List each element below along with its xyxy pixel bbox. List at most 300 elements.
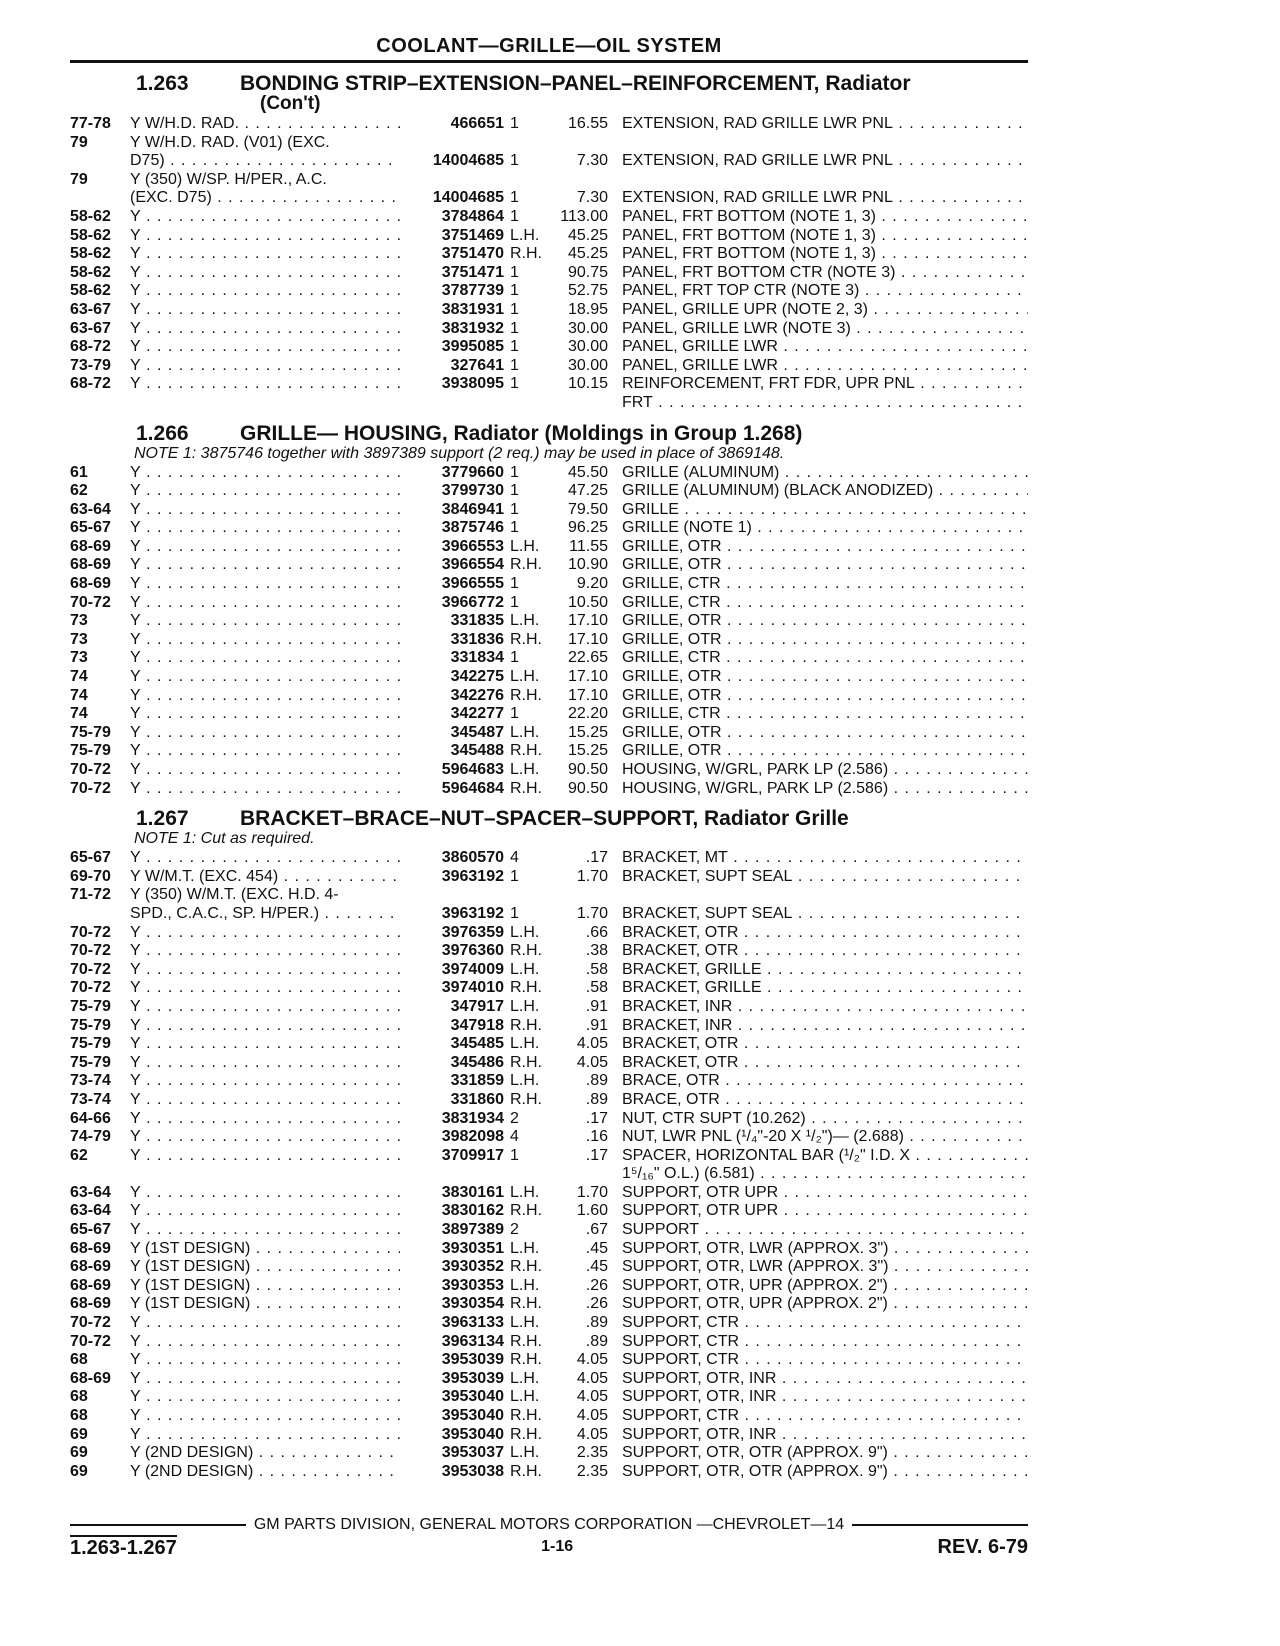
part-name: GRILLE (ALUMINUM) . . . [622,464,1028,483]
sections [70,73,1028,1481]
part-number: 347917 [450,997,504,1015]
application-cell [130,115,400,134]
part-name: GRILLE . . . [622,501,1028,520]
application-cell [130,1221,400,1240]
application-text: Y . . . [130,687,400,706]
section-number: 1.263 [136,72,189,95]
section-heading [70,423,1028,445]
part-name-cell [608,1221,1028,1240]
table-row [70,594,1028,613]
application-cell [130,1147,400,1166]
part-number: 3930351 [441,1239,504,1257]
model-years: 70-72 [70,979,111,997]
table-row [70,575,1028,594]
model-years: 77-78 [70,115,111,132]
application-text: Y . . . [130,1314,400,1333]
part-name-cell [608,282,1028,301]
model-years: 58-62 [70,282,111,300]
application-cell [130,631,400,650]
application-text: Y . . . [130,594,400,613]
part-name: SUPPORT, CTR . . . [622,1351,1028,1370]
part-name: SUPPORT, OTR, INR . . . [622,1426,1028,1445]
table-row [70,886,1028,905]
part-name: GRILLE (NOTE 1) . . . [622,519,1028,538]
quantity: L.H. [510,1276,540,1294]
application-cell [130,1202,400,1221]
part-name-cell [608,301,1028,320]
price: 1.70 [576,1183,608,1201]
application-text: Y (350) W/SP. H/PER., A.C. [130,170,327,188]
price: 47.25 [567,482,608,500]
quantity: L.H. [510,960,540,978]
quantity: R.H. [510,942,542,960]
section-1-263 [70,73,1028,413]
application-cell [130,612,400,631]
quantity: R.H. [510,1258,542,1276]
application-text: Y . . . [130,1110,400,1129]
model-years: 75-79 [70,723,111,741]
application-text: Y . . . [130,1426,400,1445]
table-row [70,1314,1028,1333]
part-name-cell [608,575,1028,594]
part-number: 345487 [450,723,504,741]
price: 4.05 [576,1369,608,1387]
part-name-cell [608,780,1028,799]
part-name: GRILLE (ALUMINUM) (BLACK ANODIZED) . . . [622,482,1028,501]
model-years: 63-67 [70,319,111,337]
part-name-cell [608,482,1028,501]
price: 18.95 [567,300,608,318]
section-subtitle: (Con't) [260,93,321,114]
part-name-cell [608,1184,1028,1203]
model-years: 68 [70,1388,88,1406]
part-number: 3966554 [441,556,504,574]
application-text: Y . . . [130,338,400,357]
table-row [70,1426,1028,1445]
quantity: 1 [510,575,519,593]
application-cell [130,152,400,171]
quantity: R.H. [510,979,542,997]
application-cell [130,338,400,357]
part-name: GRILLE, OTR . . . [622,742,1028,761]
quantity: R.H. [510,1090,542,1108]
model-years: 68-69 [70,1239,111,1257]
part-name-cell [608,742,1028,761]
part-name: GRILLE, CTR . . . [622,575,1028,594]
part-number: 331860 [450,1090,504,1108]
part-name-cell [608,115,1028,134]
part-name-cell [608,631,1028,650]
part-name: BRACKET, GRILLE . . . [622,961,1028,980]
application-text: Y (350) W/M.T. (EXC. H.D. 4- [130,886,339,904]
application-cell [130,320,400,339]
part-number: 3953039 [441,1369,504,1387]
application-text: Y . . . [130,942,400,961]
price: .67 [585,1221,608,1239]
application-text: Y . . . [130,264,400,283]
table-row [70,264,1028,283]
part-name-cell [608,724,1028,743]
footer-rule-right [852,1524,1028,1526]
quantity: L.H. [510,537,540,555]
part-name: PANEL, FRT TOP CTR (NOTE 3) . . . [622,282,1028,301]
application-text: Y . . . [130,1017,400,1036]
part-name-cell [608,668,1028,687]
model-years: 69 [70,1444,88,1462]
price: 113.00 [560,207,608,225]
model-years: 79 [70,133,88,151]
application-cell [130,357,400,376]
table-row [70,1351,1028,1370]
table-row [70,208,1028,227]
price: 1.60 [576,1202,608,1220]
part-name-cell [608,1295,1028,1314]
table-row [70,189,1028,208]
application-cell [130,1240,400,1259]
table-row [70,115,1028,134]
application-cell [130,1035,400,1054]
part-name: GRILLE, OTR . . . [622,612,1028,631]
application-cell [130,1463,400,1482]
part-number: 3953040 [441,1425,504,1443]
table-row [70,905,1028,924]
price: 17.10 [567,686,608,704]
quantity: R.H. [510,686,542,704]
part-number: 3930352 [441,1258,504,1276]
model-years: 70-72 [70,593,111,611]
part-name-cell [608,1035,1028,1054]
model-years: 73-74 [70,1090,111,1108]
application-cell [130,1388,400,1407]
section-title: GRILLE— HOUSING, Radiator (Moldings in Group 1.268) [240,421,803,445]
table-row [70,338,1028,357]
footer-refs [70,1535,1028,1559]
price: 45.25 [567,245,608,263]
part-name: NUT, LWR PNL (¹/₄"-20 X ¹/₂")— (2.688) . . . [622,1128,1028,1147]
model-years: 73 [70,612,88,630]
application-cell [130,1258,400,1277]
table-row [70,320,1028,339]
price: .16 [585,1128,608,1146]
model-years: 68 [70,1351,88,1369]
application-text: Y . . . [130,761,400,780]
quantity: R.H. [510,1407,542,1424]
table-row [70,742,1028,761]
part-name-cell [608,1258,1028,1277]
table-row [70,1277,1028,1296]
part-name: HOUSING, W/GRL, PARK LP (2.586) . . . [622,780,1028,799]
part-name: SUPPORT, OTR, INR . . . [622,1370,1028,1389]
table-row [70,942,1028,961]
quantity: L.H. [510,1183,540,1201]
part-number: 3953037 [441,1444,504,1462]
application-cell [130,780,400,799]
price: 4.05 [576,1425,608,1443]
part-name: GRILLE, CTR . . . [622,705,1028,724]
title-rule [70,60,1028,63]
model-years: 70-72 [70,960,111,978]
footer-revision: REV. 6-79 [937,1535,1028,1558]
part-name-cell [608,556,1028,575]
application-text: Y . . . [130,320,400,339]
part-name-cell [608,1333,1028,1352]
quantity: R.H. [510,630,542,648]
application-cell [130,1054,400,1073]
section-number: 1.267 [136,807,189,831]
table-row [70,357,1028,376]
part-name-cell [608,1240,1028,1259]
table-row [70,1110,1028,1129]
section-1-267 [70,808,1028,1481]
part-name-cell [608,538,1028,557]
section-note: NOTE 1: 3875746 together with 3897389 support (2 req.) may be used in place of 3869148. [134,444,785,462]
model-years: 75-79 [70,1035,111,1053]
price: 2.35 [576,1444,608,1462]
model-years: 58-62 [70,207,111,225]
section-heading [70,808,1028,830]
price: 15.25 [567,723,608,741]
application-text: Y . . . [130,724,400,743]
section-number: 1.266 [136,421,189,445]
part-number: 3831934 [441,1109,504,1127]
application-cell [130,1333,400,1352]
model-years: 73 [70,649,88,667]
page-footer [70,1515,1028,1559]
table-row [70,761,1028,780]
model-years: 63-64 [70,500,111,518]
price: .89 [585,1072,608,1090]
model-years: 75-79 [70,997,111,1015]
application-cell [130,1407,400,1426]
part-number: 3830162 [441,1202,504,1220]
part-number: 3963192 [441,904,504,922]
part-name: SUPPORT, OTR UPR . . . [622,1184,1028,1203]
price: 10.15 [567,375,608,393]
price: 45.50 [567,463,608,481]
part-name: SUPPORT . . . [622,1221,1028,1240]
table-row [70,282,1028,301]
part-number: 3982098 [441,1128,504,1146]
part-number: 342276 [450,686,504,704]
part-number: 3875746 [441,519,504,537]
price: .17 [585,849,608,867]
application-text: Y . . . [130,538,400,557]
part-number: 345485 [450,1035,504,1053]
part-name-cell [608,1351,1028,1370]
application-text: Y . . . [130,1221,400,1240]
part-number: 3799730 [441,482,504,500]
table-row [70,924,1028,943]
part-number: 3831931 [441,300,504,318]
price: 45.25 [567,226,608,244]
part-name: BRACE, OTR . . . [622,1072,1028,1091]
table-row [70,1370,1028,1389]
part-name: SUPPORT, OTR, UPR (APPROX. 2") . . . [622,1277,1028,1296]
model-years: 58-62 [70,263,111,281]
table-row [70,705,1028,724]
application-text: Y . . . [130,519,400,538]
table-row [70,979,1028,998]
price: 90.50 [567,761,608,778]
part-number: 342275 [450,668,504,686]
part-name: SUPPORT, OTR, OTR (APPROX. 9") . . . [622,1463,1028,1482]
price: .58 [585,960,608,978]
part-number: 3953039 [441,1351,504,1369]
part-name-cell [608,1054,1028,1073]
quantity: R.H. [510,1425,542,1443]
part-name-cell [608,245,1028,264]
quantity: L.H. [510,1388,540,1406]
model-years: 65-67 [70,849,111,867]
footer-section-range: 1.263-1.267 [70,1536,177,1559]
model-years: 62 [70,482,88,500]
price: .45 [585,1239,608,1257]
price: .26 [585,1276,608,1294]
price: 15.25 [567,742,608,760]
part-number: 3963134 [441,1332,504,1350]
table-row [70,1091,1028,1110]
part-name: NUT, CTR SUPT (10.262) . . . [622,1110,1028,1129]
part-name: SUPPORT, OTR UPR . . . [622,1202,1028,1221]
quantity: L.H. [510,723,540,741]
price: .45 [585,1258,608,1276]
quantity: 1 [510,649,519,667]
price: 7.30 [576,189,608,207]
model-years: 69 [70,1462,88,1480]
section-title: BONDING STRIP–EXTENSION–PANEL–REINFORCEMENT, Radiator [240,72,911,95]
part-name: GRILLE, OTR . . . [622,556,1028,575]
table-row [70,849,1028,868]
part-number: 327641 [450,356,504,374]
part-name: PANEL, FRT BOTTOM (NOTE 1, 3) . . . [622,208,1028,227]
model-years: 65-67 [70,1221,111,1239]
part-name: HOUSING, W/GRL, PARK LP (2.586) . . . [622,761,1028,780]
quantity: R.H. [510,1462,542,1480]
table-row [70,1165,1028,1184]
table-row [70,1258,1028,1277]
part-name: PANEL, FRT BOTTOM (NOTE 1, 3) . . . [622,227,1028,246]
price: .26 [585,1295,608,1313]
part-name-cell [608,849,1028,868]
model-years: 75-79 [70,1016,111,1034]
application-text: Y . . . [130,1072,400,1091]
parts-table [70,464,1028,799]
quantity: L.H. [510,761,540,778]
table-row [70,519,1028,538]
part-number: 3966772 [441,593,504,611]
part-number: 3897389 [441,1221,504,1239]
section-note: NOTE 1: Cut as required. [134,830,315,848]
model-years: 68-69 [70,575,111,593]
model-years: 73-79 [70,356,111,374]
model-years: 63-64 [70,1202,111,1220]
part-name-cell [608,394,1028,413]
price: 10.90 [567,556,608,574]
table-row [70,1147,1028,1166]
part-number: 3995085 [441,338,504,356]
part-number: 331835 [450,612,504,630]
application-cell [130,171,400,190]
quantity: 1 [510,463,519,481]
part-name: SPACER, HORIZONTAL BAR (¹/₂" I.D. X . . . [622,1147,1028,1166]
application-cell [130,264,400,283]
part-name: FRT . . . [622,394,1028,413]
part-number: 3846941 [441,500,504,518]
application-text: Y . . . [130,631,400,650]
price: .17 [585,1109,608,1127]
quantity: 2 [510,1221,519,1239]
table-row [70,171,1028,190]
application-text: Y . . . [130,1407,400,1426]
table-row [70,375,1028,394]
price: 22.20 [567,705,608,723]
part-name: SUPPORT, OTR, LWR (APPROX. 3") . . . [622,1240,1028,1259]
footer-publisher-line [70,1515,1028,1535]
application-cell [130,979,400,998]
part-number: 3966553 [441,537,504,555]
model-years: 58-62 [70,226,111,244]
table-row [70,227,1028,246]
table-row [70,1407,1028,1426]
section-1-266 [70,423,1028,799]
part-name-cell [608,761,1028,780]
part-name: GRILLE, CTR . . . [622,649,1028,668]
application-text: Y (1ST DESIGN) . . . [130,1258,400,1277]
price: 17.10 [567,668,608,686]
part-name-cell [608,1370,1028,1389]
part-number: 3953038 [441,1462,504,1480]
application-cell [130,742,400,761]
part-number: 3751470 [441,245,504,263]
quantity: R.H. [510,245,542,263]
part-name-cell [608,1407,1028,1426]
part-name: GRILLE, OTR . . . [622,724,1028,743]
quantity: 1 [510,263,519,281]
application-text: Y . . . [130,1202,400,1221]
price: 4.05 [576,1351,608,1369]
part-name-cell [608,868,1028,887]
part-number: 3938095 [441,375,504,393]
quantity: L.H. [510,1035,540,1053]
part-name: SUPPORT, OTR, UPR (APPROX. 2") . . . [622,1295,1028,1314]
part-name-cell [608,649,1028,668]
part-name-cell [608,612,1028,631]
part-name-cell [608,338,1028,357]
part-name-cell [608,1444,1028,1463]
table-row [70,668,1028,687]
part-number: 3709917 [441,1146,504,1164]
part-name-cell [608,705,1028,724]
quantity: L.H. [510,1314,540,1332]
part-number: 466651 [450,115,504,132]
quantity: R.H. [510,1332,542,1350]
part-name: SUPPORT, OTR, OTR (APPROX. 9") . . . [622,1444,1028,1463]
model-years: 75-79 [70,1053,111,1071]
model-years: 74 [70,705,88,723]
part-name-cell [608,501,1028,520]
part-number: 3831932 [441,319,504,337]
part-name-cell [608,979,1028,998]
application-cell [130,868,400,887]
part-name: PANEL, FRT BOTTOM (NOTE 1, 3) . . . [622,245,1028,264]
table-row [70,868,1028,887]
application-text: Y . . . [130,1091,400,1110]
model-years: 70-72 [70,1332,111,1350]
quantity: L.H. [510,1072,540,1090]
price: 90.50 [567,779,608,797]
table-row [70,1054,1028,1073]
part-name-cell [608,1314,1028,1333]
